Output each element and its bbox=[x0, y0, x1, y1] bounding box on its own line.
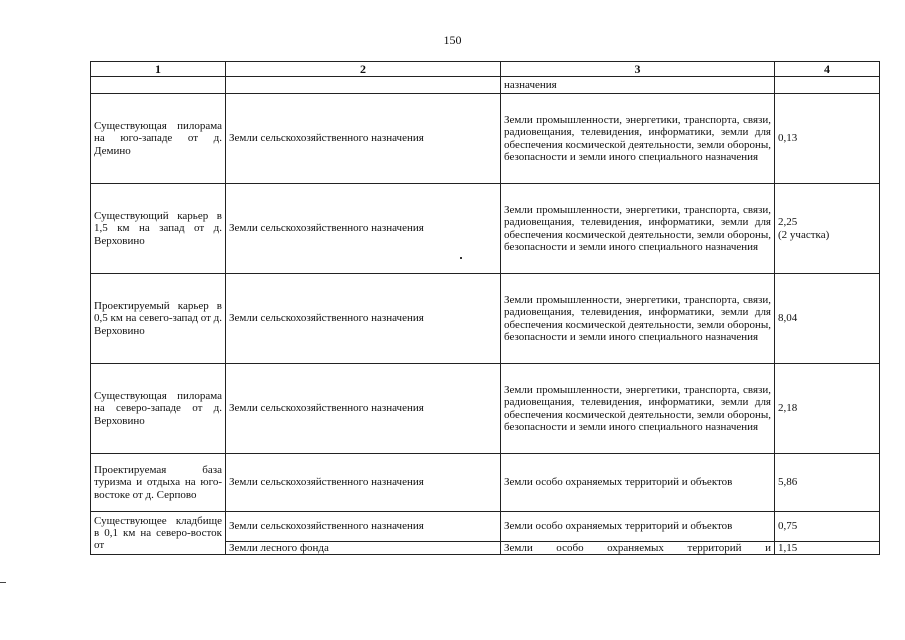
table-row bbox=[91, 454, 880, 512]
area-cell: 0,75 bbox=[775, 512, 880, 542]
land-category-cell: Земли сельскохозяйственного назначения bbox=[226, 512, 501, 542]
area-value: 2,25 bbox=[778, 216, 798, 229]
table-row bbox=[91, 364, 880, 454]
margin-mark bbox=[0, 582, 6, 583]
purpose-cell: Земли особо охраняемых территорий и объектов bbox=[501, 454, 775, 512]
land-category-cell bbox=[226, 77, 501, 94]
purpose-cell: Земли промышленности, энергетики, транспорта, связи, радиовещания, телевидения, информатики, земли для обеспечения космической деятельности, земли обороны, безопасности и земли иного специального назначения bbox=[501, 94, 775, 184]
object-name-cell: Существующий карьер в 1,5 км на запад от д. Верховино bbox=[91, 184, 226, 274]
purpose-cell: Земли промышленности, энергетики, транспорта, связи, радиовещания, телевидения, информатики, земли для обеспечения космической деятельности, земли обороны, безопасности и земли иного специального назначения bbox=[501, 364, 775, 454]
land-category-cell: Земли сельскохозяйственного назначения bbox=[226, 184, 501, 274]
table-row bbox=[91, 512, 880, 542]
land-allocation-table bbox=[90, 61, 880, 555]
column-header-2: 2 bbox=[226, 62, 501, 77]
object-name-cell: Проектируемая база туризма и отдыха на юго-востоке от д. Серпово bbox=[91, 454, 226, 512]
page-number: 150 bbox=[443, 33, 462, 47]
purpose-cell: назначения bbox=[501, 77, 775, 94]
land-category-cell: Земли сельскохозяйственного назначения bbox=[226, 274, 501, 364]
table-row bbox=[91, 184, 880, 274]
purpose-cell: Земли промышленности, энергетики, транспорта, связи, радиовещания, телевидения, информатики, земли для обеспечения космической деятельности, земли обороны, безопасности и земли иного специального назначения bbox=[501, 274, 775, 364]
area-cell bbox=[775, 77, 880, 94]
area-cell: 0,13 bbox=[775, 94, 880, 184]
object-name-cell bbox=[91, 77, 226, 94]
column-header-4: 4 bbox=[775, 62, 880, 77]
area-cell: 1,15 bbox=[775, 542, 880, 555]
area-cell: 8,04 bbox=[775, 274, 880, 364]
object-name-cell: Существующая пилорама на северо-западе от д. Верховино bbox=[91, 364, 226, 454]
land-category-cell: Земли сельскохозяйственного назначения bbox=[226, 454, 501, 512]
column-header-1: 1 bbox=[91, 62, 226, 77]
land-category-cell: Земли сельскохозяйственного назначения bbox=[226, 94, 501, 184]
table-header-row bbox=[91, 62, 880, 77]
land-category-cell: Земли лесного фонда bbox=[226, 542, 501, 555]
area-cell: 2,18 bbox=[775, 364, 880, 454]
object-name-cell: Проектируемый карьер в 0,5 км на севего-запад от д. Верховино bbox=[91, 274, 226, 364]
scan-speck bbox=[460, 257, 462, 259]
purpose-cell: Земли промышленности, энергетики, транспорта, связи, радиовещания, телевидения, информатики, земли для обеспечения космической деятельности, земли обороны, безопасности и земли иного специального назначения bbox=[501, 184, 775, 274]
object-name-cell: Существующее кладбище в 0,1 км на северо-восток от bbox=[91, 512, 226, 555]
land-category-cell: Земли сельскохозяйственного назначения bbox=[226, 364, 501, 454]
object-name-cell: Существующая пилорама на юго-западе от д. Демино bbox=[91, 94, 226, 184]
purpose-cell: Земли особо охраняемых территорий и bbox=[501, 542, 775, 555]
area-note: (2 участка) bbox=[778, 228, 830, 241]
purpose-cell: Земли особо охраняемых территорий и объектов bbox=[501, 512, 775, 542]
table-row bbox=[91, 77, 880, 94]
table-row bbox=[91, 274, 880, 364]
area-cell: 5,86 bbox=[775, 454, 880, 512]
column-header-3: 3 bbox=[501, 62, 775, 77]
area-cell bbox=[775, 184, 880, 274]
table-row bbox=[91, 94, 880, 184]
